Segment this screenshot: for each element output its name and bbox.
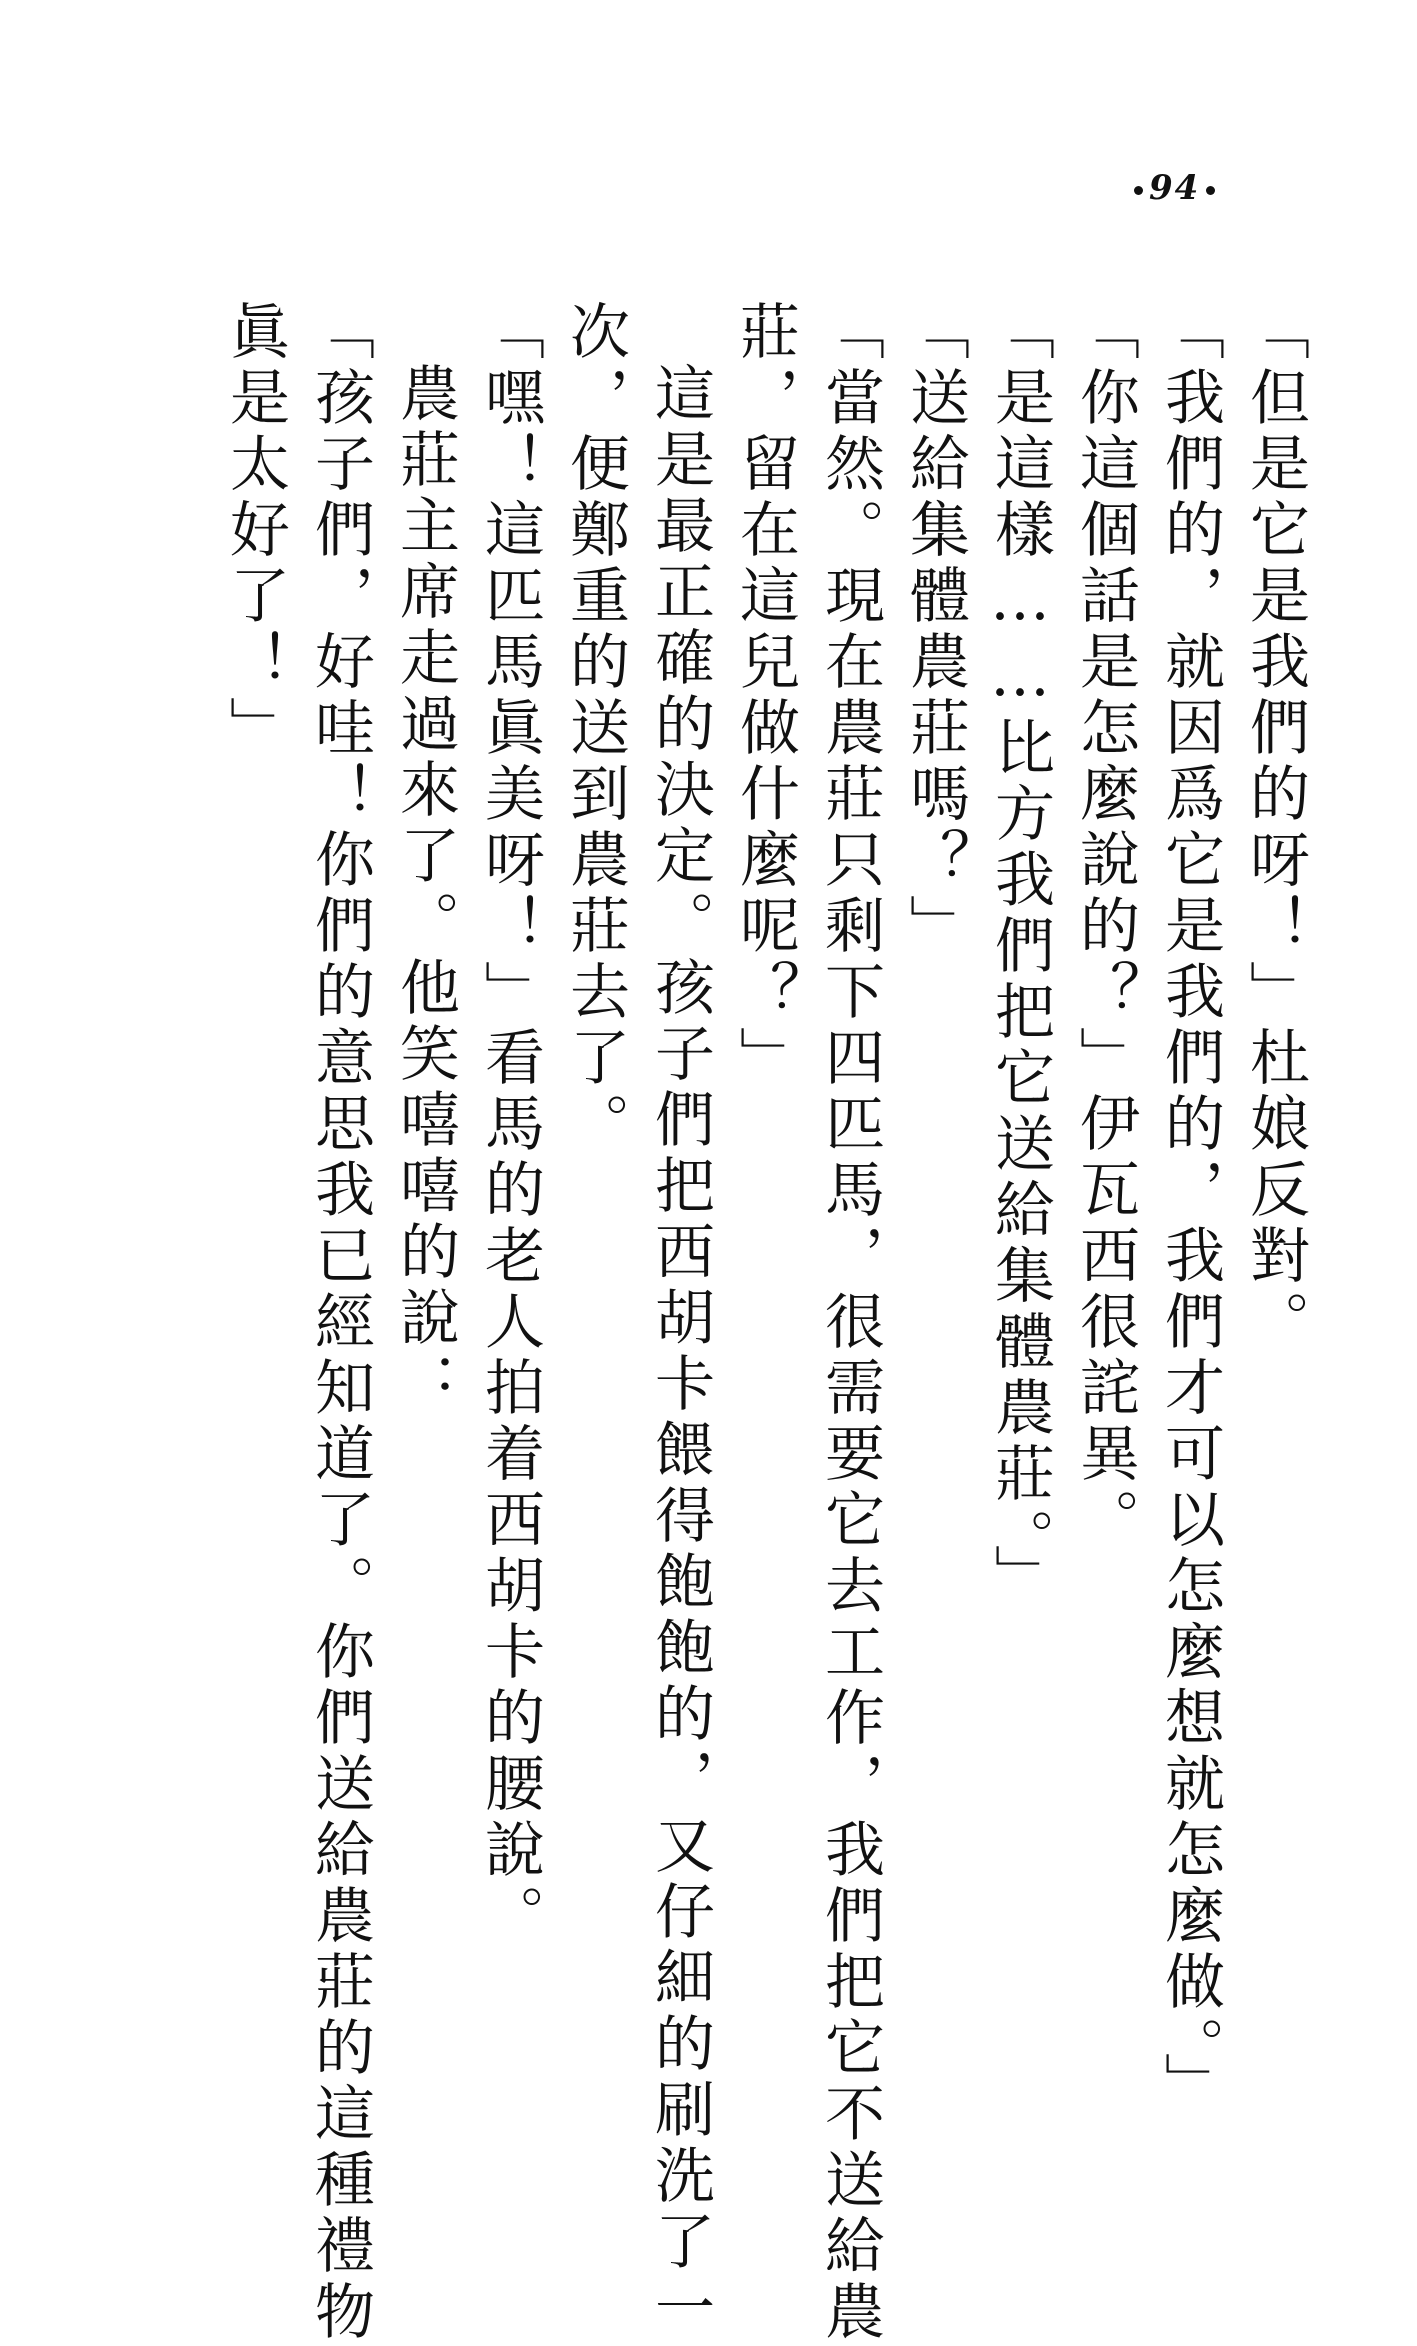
text-line: 莊，留在這兒做什麼呢？」 [730,300,800,1092]
text-line: 「當然。現在農莊只剩下四匹馬，很需要它去工作，我們把它不送給農 [815,300,885,2346]
text-line-indented: 這是最正確的決定。孩子們把西胡卡餵得飽飽的，又仔細的刷洗了一 [645,362,715,2342]
text-line-indented: 農莊主席走過來了。他笑嘻嘻的說： [390,362,460,1418]
text-line: 「我們的，就因爲它是我們的，我們才可以怎麼想就怎麼做。」 [1155,300,1225,2118]
text-line: 「嘿！這匹馬眞美呀！」看馬的老人拍着西胡卡的腰說。 [475,300,545,1950]
text-line: 「是這樣……比方我們把它送給集體農莊。」 [985,300,1055,1610]
page-number-dot-right [1206,186,1215,195]
text-line: 次，便鄭重的送到農莊去了。 [560,300,630,1158]
page-number-dot-left [1134,186,1143,195]
text-line: 「送給集體農莊嗎？」 [900,300,970,960]
text-line: 「但是它是我們的呀！」杜娘反對。 [1240,300,1310,1356]
text-line: 「孩子們，好哇！你們的意思我已經知道了。你們送給農莊的這種禮物 [305,300,375,2346]
text-line: 眞是太好了！」 [220,300,290,762]
text-line: 「你這個話是怎麼說的？」伊瓦西很詫異。 [1070,300,1140,1554]
page-number [1128,168,1221,208]
vertical-text-block [212,300,1317,2346]
page-number-value: 94 [1149,168,1201,208]
